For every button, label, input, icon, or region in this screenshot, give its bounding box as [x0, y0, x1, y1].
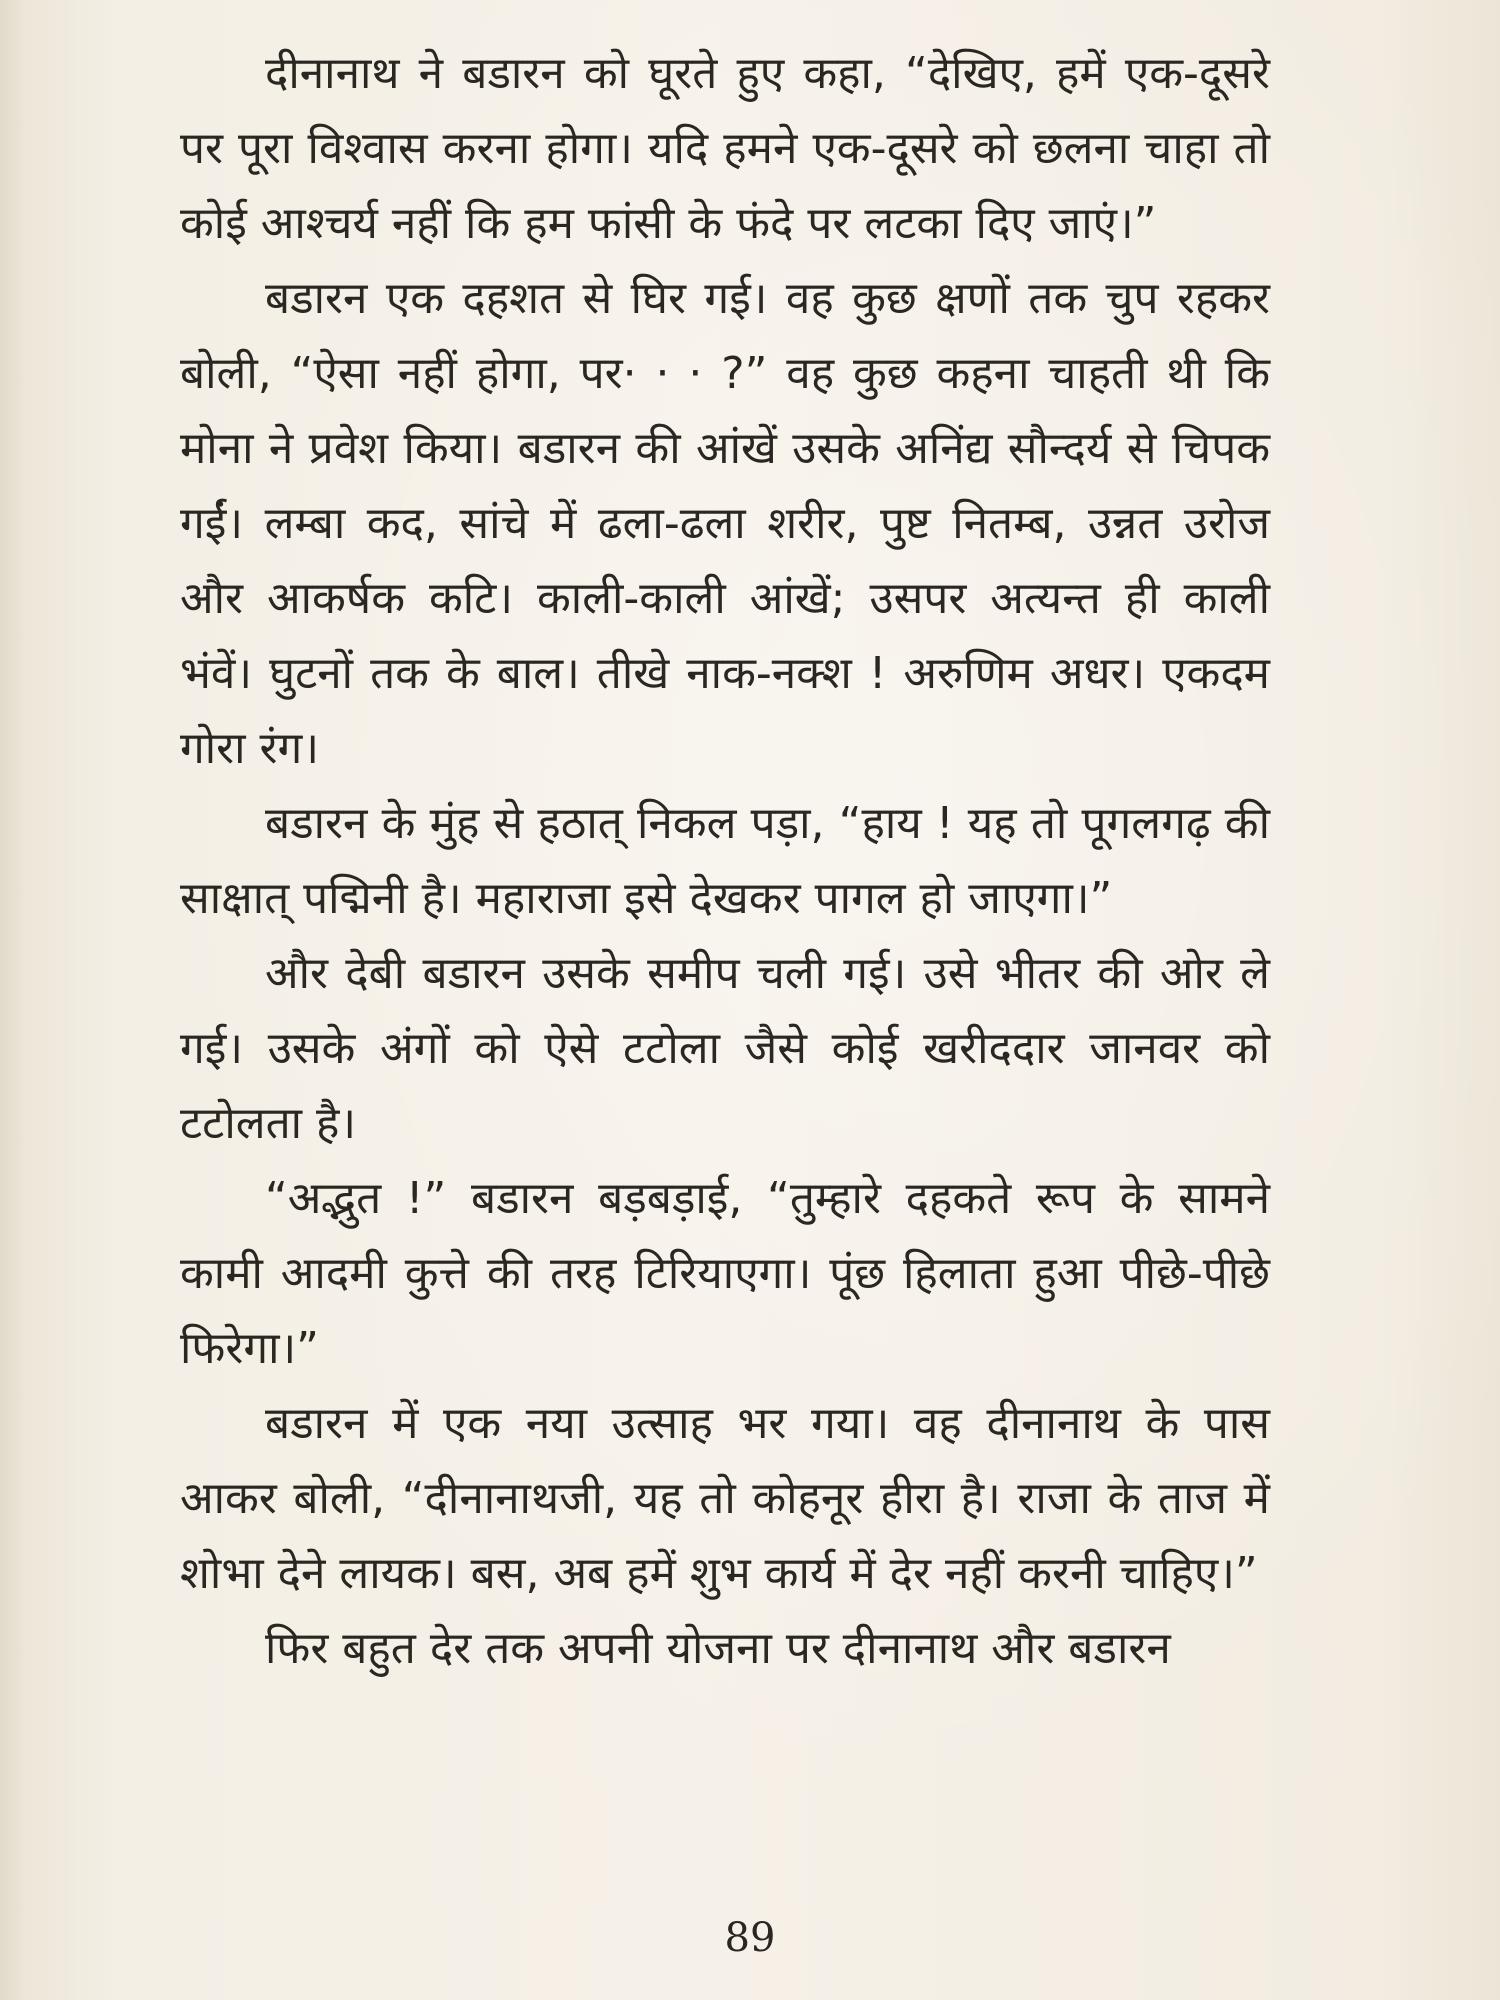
- paragraph: दीनानाथ ने बडारन को घूरते हुए कहा, “देखिए, हमें एक-दूसरे पर पूरा विश्वास करना होगा। यदि हमने एक-दूसरे को छलना चाहा तो कोई आश्चर्य नहीं कि हम फांसी के फंदे पर लटका दिए जाएं।”: [180, 48, 1270, 249]
- paragraph: फिर बहुत देर तक अपनी योजना पर दीनानाथ और बडारन: [265, 1623, 1171, 1674]
- body-text: [180, 36, 1270, 1686]
- page-binding-edge: [0, 0, 26, 2000]
- paragraph: बडारन एक दहशत से घिर गई। वह कुछ क्षणों तक चुप रहकर बोली, “ऐसा नहीं होगा, पर· · · ?” वह कुछ कहना चाहती थी कि मोना ने प्रवेश किया। बडारन की आंखें उसके अनिंद्य सौन्दर्य से चिपक गईं। लम्बा कद, सांचे में ढला-ढला शरीर, पुष्ट नितम्ब, उन्नत उरोज और आकर्षक कटि। काली-काली आंखें; उसपर अत्यन्त ही काली भंवें। घुटनों तक के बाल। तीखे नाक-नक्श ! अरुणिम अधर। एकदम गोरा रंग।: [180, 273, 1270, 774]
- paragraph: “अद्भुत !” बडारन बड़बड़ाई, “तुम्हारे दहकते रूप के सामने कामी आदमी कुत्ते की तरह टिरियाएगा। पूंछ हिलाता हुआ पीछे-पीछे फिरेगा।”: [180, 1173, 1270, 1374]
- paragraph: बडारन में एक नया उत्साह भर गया। वह दीनानाथ के पास आकर बोली, “दीनानाथजी, यह तो कोहनूर हीरा है। राजा के ताज में शोभा देने लायक। बस, अब हमें शुभ कार्य में देर नहीं करनी चाहिए।”: [180, 1398, 1270, 1599]
- paragraph: और देबी बडारन उसके समीप चली गई। उसे भीतर की ओर ले गई। उसके अंगों को ऐसे टटोला जैसे कोई खरीददार जानवर को टटोलता है।: [180, 948, 1270, 1149]
- page-number: 89: [724, 1915, 776, 1961]
- paragraph: बडारन के मुंह से हठात् निकल पड़ा, “हाय ! यह तो पूगलगढ़ की साक्षात् पद्मिनी है। महाराजा इसे देखकर पागल हो जाएगा।”: [180, 798, 1270, 924]
